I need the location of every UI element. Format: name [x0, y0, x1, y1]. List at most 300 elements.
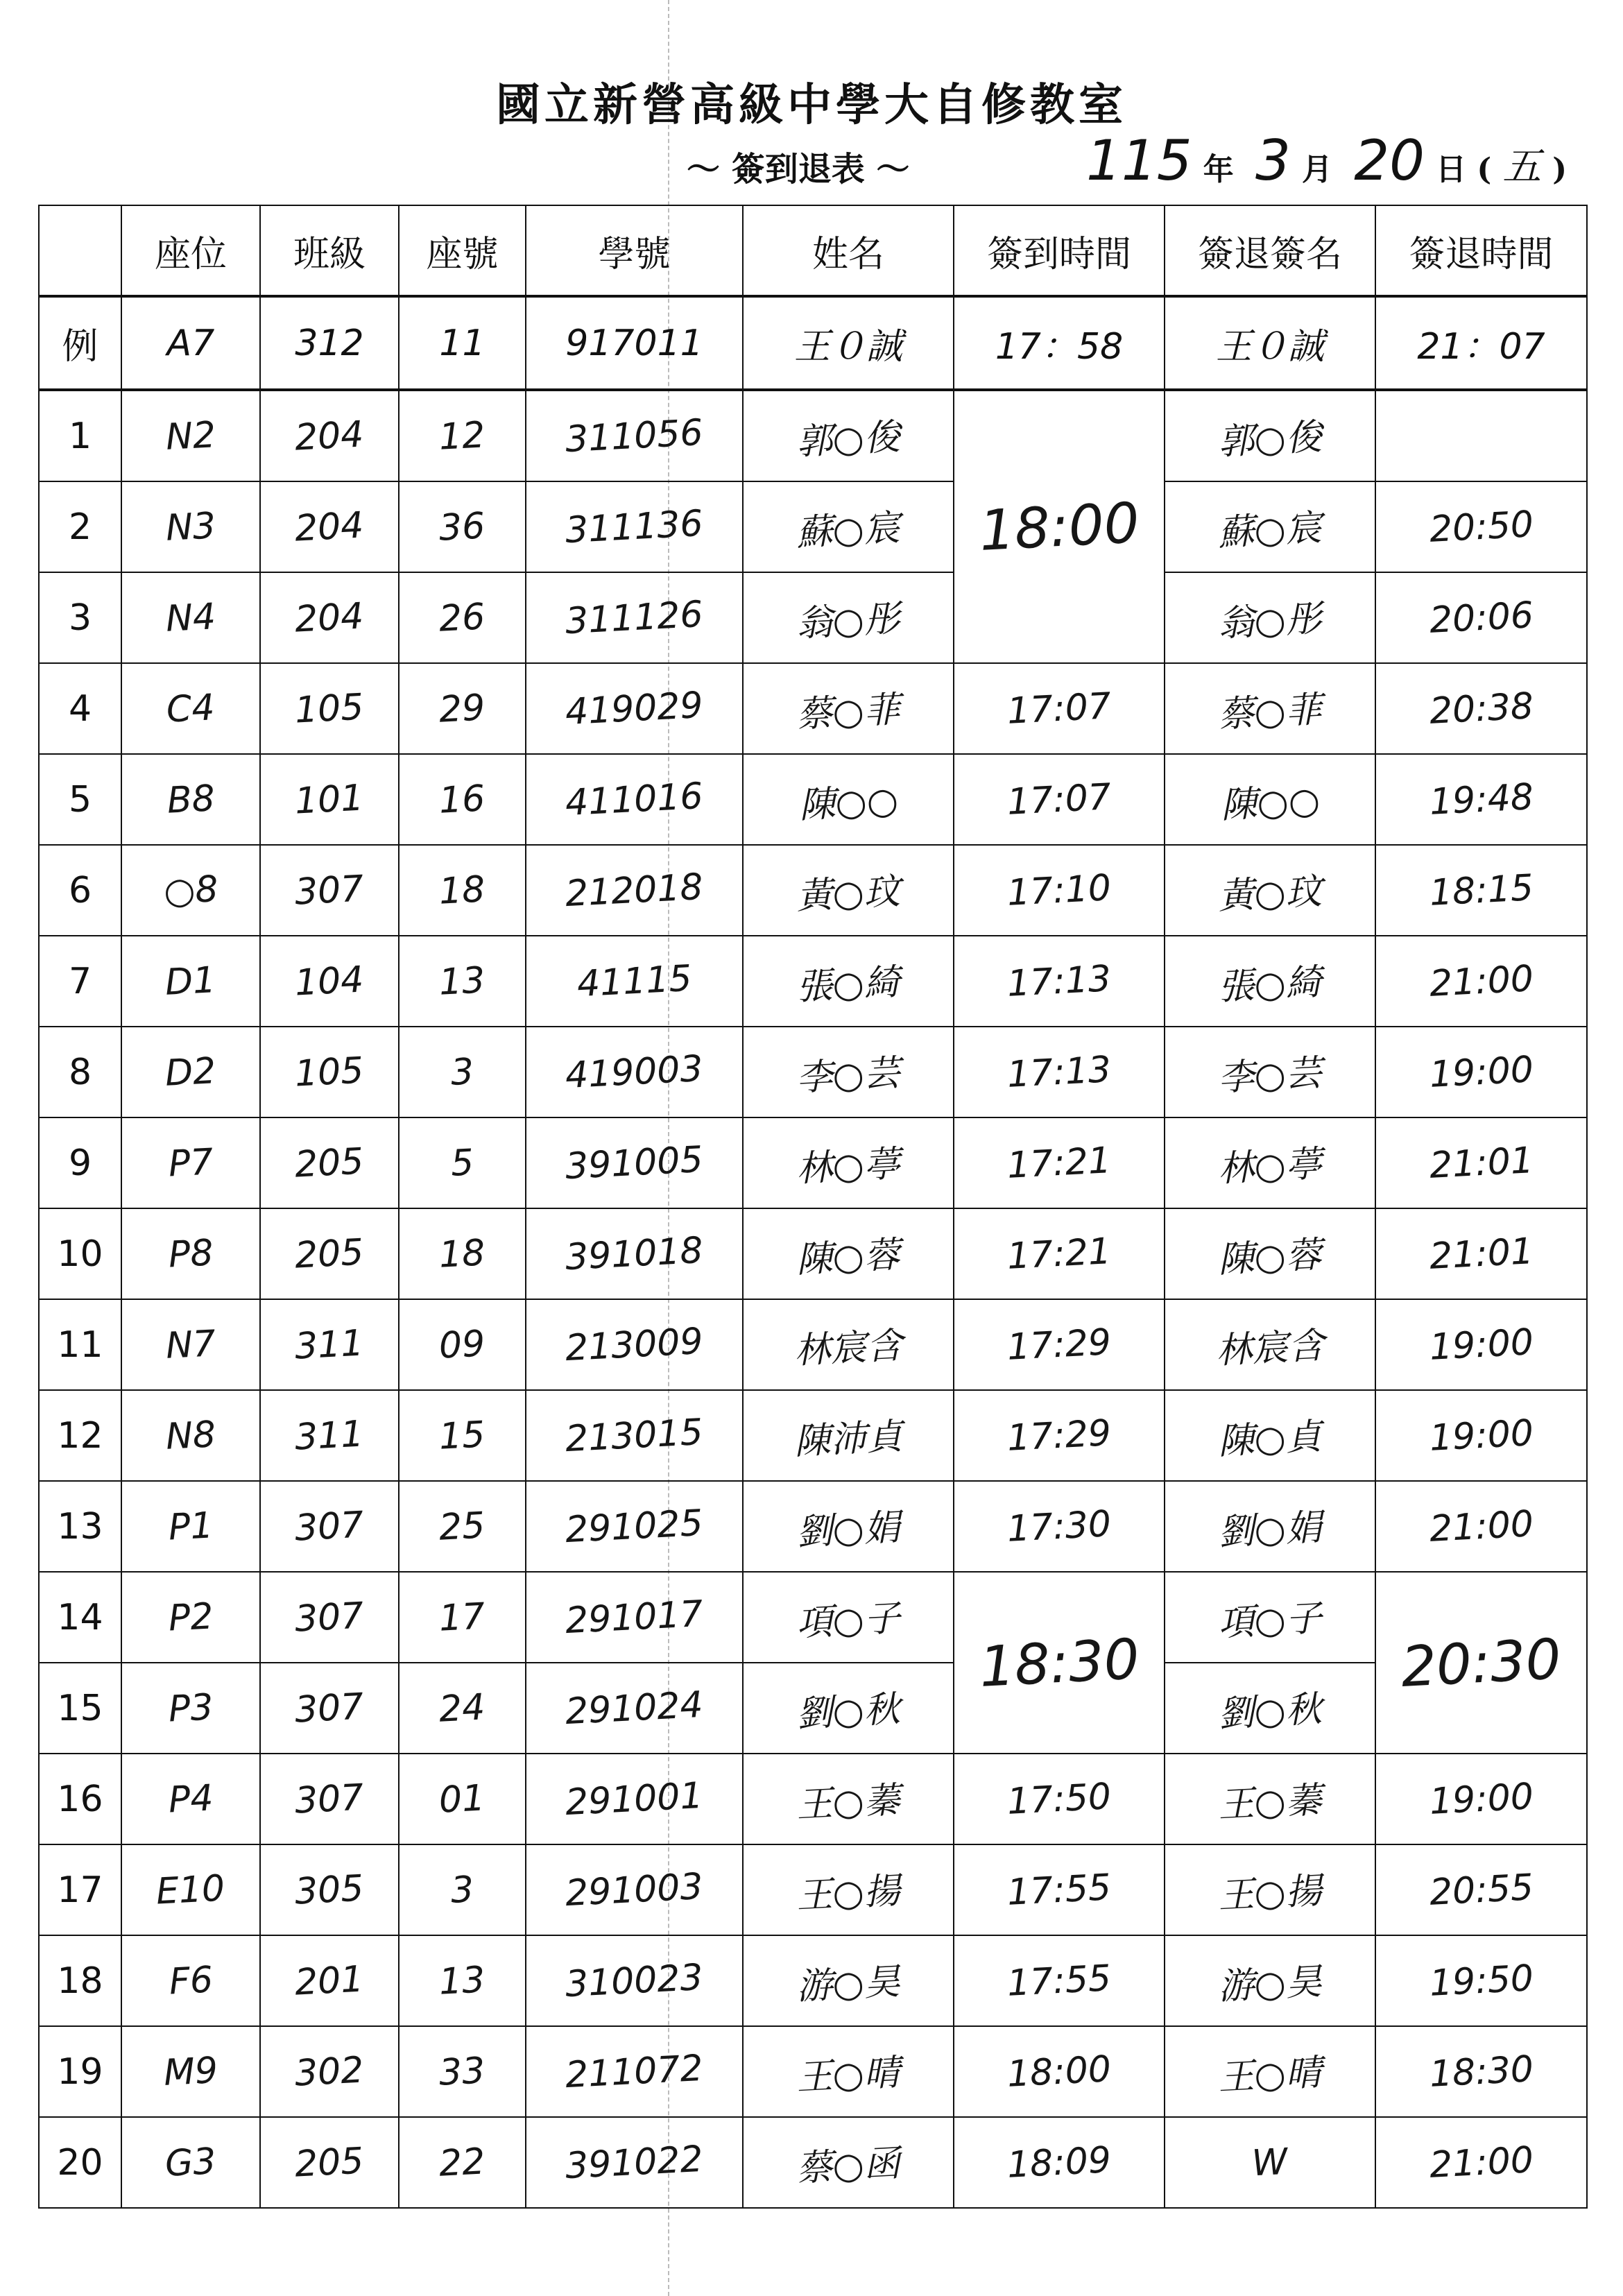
table-row [39, 572, 1587, 663]
table-row [39, 1208, 1587, 1299]
cell-seat [121, 1935, 260, 2026]
handwritten-seat-number: 26 [438, 595, 487, 640]
handwritten-check-out-time: 21:00 [1428, 957, 1534, 1005]
handwritten-class: 307 [293, 1503, 366, 1550]
cell-class [260, 1754, 399, 1844]
weekday-close: ) [1552, 152, 1568, 187]
cell-seat-number [399, 390, 526, 481]
handwritten-student-id: 411016 [564, 775, 705, 824]
cell-seat-number [399, 1572, 526, 1663]
cell-check-out-signature [1165, 572, 1375, 663]
cell-check-out-time [1375, 1299, 1587, 1390]
cell-check-out-signature [1165, 1208, 1375, 1299]
cell-class [260, 1935, 399, 2026]
handwritten-name: 林宸含 [793, 1324, 904, 1373]
cell-row-number: 16 [39, 1754, 121, 1844]
handwritten-check-out-time: 18:15 [1428, 866, 1534, 914]
cell-seat [121, 1299, 260, 1390]
cell-class [260, 2117, 399, 2208]
column-header-name: 姓名 [743, 205, 954, 296]
handwritten-check-out-signature: 劉○秋 [1217, 1688, 1323, 1736]
handwritten-check-out-time: 20:38 [1428, 685, 1534, 733]
cell-check-out-signature [1165, 1299, 1375, 1390]
handwritten-student-id: 211072 [564, 2047, 705, 2096]
cell-check-out-time [1375, 1390, 1587, 1481]
cell-class [260, 663, 399, 754]
handwritten-name: 游○昊 [796, 1961, 902, 2008]
cell-student-id [526, 1299, 743, 1390]
handwritten-check-out-signature: 郭○俊 [1217, 416, 1323, 463]
cell-name [743, 1481, 954, 1572]
cell-class [260, 754, 399, 845]
column-header-check-in-time: 簽到時間 [954, 205, 1165, 296]
header-row [39, 205, 1587, 296]
cell-seat [121, 2117, 260, 2208]
table-row [39, 1117, 1587, 1208]
handwritten-class: 204 [293, 413, 366, 459]
cell-check-out-time [1375, 1481, 1587, 1572]
table-row [39, 481, 1587, 572]
cell-check-out-time [1375, 663, 1587, 754]
cell-student-id [526, 1935, 743, 2026]
handwritten-check-out-time: 19:48 [1428, 776, 1534, 823]
cell-class [260, 1572, 399, 1663]
table-row [39, 1481, 1587, 1572]
handwritten-name: 蔡○函 [796, 2143, 902, 2190]
date-day: 20 [1354, 128, 1425, 193]
cell-class [260, 1390, 399, 1481]
cell-check-out-time [1375, 1117, 1587, 1208]
cell-check-in-time [954, 1844, 1165, 1935]
handwritten-seat: P2 [167, 1595, 214, 1640]
handwritten-seat: P4 [167, 1776, 214, 1822]
handwritten-check-in-time: 17:07 [1006, 776, 1113, 823]
handwritten-student-id: 311056 [564, 411, 705, 461]
cell-seat-number [399, 2117, 526, 2208]
handwritten-student-id: 291017 [564, 1593, 705, 1642]
handwritten-check-in-time: 18:09 [1006, 2139, 1113, 2186]
handwritten-student-id: 213015 [564, 1411, 705, 1460]
handwritten-check-out-signature: 游○昊 [1217, 1961, 1323, 2008]
cell-check-in-time [954, 390, 1165, 663]
cell-seat [121, 845, 260, 936]
cell-name [743, 2117, 954, 2208]
handwritten-name: 蔡○菲 [796, 689, 902, 736]
handwritten-name: 郭○俊 [796, 416, 902, 463]
column-header-seat-number: 座號 [399, 205, 526, 296]
cell-student-id [526, 572, 743, 663]
cell-check-out-time [1375, 1572, 1587, 1754]
handwritten-class: 101 [293, 776, 366, 823]
cell-check-out-time [1375, 390, 1587, 481]
cell-check-out-signature [1165, 663, 1375, 754]
handwritten-class: 204 [293, 594, 366, 641]
handwritten-student-id: 213009 [564, 1320, 705, 1369]
handwritten-check-in-time: 17:50 [1006, 1775, 1113, 1823]
handwritten-student-id: 391005 [564, 1138, 705, 1188]
cell-student-id [526, 663, 743, 754]
cell-check-in-time [954, 845, 1165, 936]
cell-seat-number [399, 1390, 526, 1481]
handwritten-seat-number: 18 [438, 1231, 487, 1276]
sign-in-table [38, 205, 1588, 2209]
handwritten-check-in-time: 17:13 [1006, 1048, 1113, 1096]
example-check-in-time: 17：58 [954, 296, 1165, 390]
handwritten-student-id: 391018 [564, 1229, 705, 1278]
handwritten-check-out-signature: 王○晴 [1217, 2052, 1323, 2099]
cell-check-out-signature [1165, 390, 1375, 481]
handwritten-name: 王○揚 [796, 1870, 902, 1917]
document-subtitle: ～ 簽到退表 ～ [687, 150, 910, 189]
cell-seat-number [399, 754, 526, 845]
handwritten-class: 205 [293, 2139, 366, 2186]
handwritten-check-in-time: 18:00 [977, 490, 1141, 563]
handwritten-class: 204 [293, 504, 366, 550]
cell-check-in-time [954, 1390, 1165, 1481]
handwritten-check-out-time: 18:30 [1428, 2048, 1534, 2096]
handwritten-check-out-time: 19:00 [1428, 1321, 1534, 1369]
handwritten-seat: P1 [167, 1504, 214, 1549]
handwritten-student-id: 310023 [564, 1956, 705, 2005]
cell-check-out-signature [1165, 845, 1375, 936]
cell-seat [121, 1208, 260, 1299]
handwritten-check-out-signature: 陳○貞 [1217, 1416, 1323, 1463]
cell-check-out-time [1375, 754, 1587, 845]
table-row [39, 2117, 1587, 2208]
handwritten-name: 陳沛貞 [793, 1415, 904, 1464]
cell-check-in-time [954, 936, 1165, 1027]
handwritten-check-out-time: 19:00 [1428, 1775, 1534, 1823]
cell-seat [121, 1663, 260, 1754]
handwritten-class: 307 [293, 1776, 366, 1822]
cell-row-number: 10 [39, 1208, 121, 1299]
handwritten-check-out-signature: 張○綺 [1217, 961, 1323, 1009]
cell-student-id [526, 2026, 743, 2117]
cell-class [260, 390, 399, 481]
handwritten-class: 307 [293, 1685, 366, 1731]
handwritten-check-out-signature: 黃○玟 [1217, 871, 1323, 918]
table-row [39, 1299, 1587, 1390]
cell-name [743, 1027, 954, 1117]
cell-check-out-time [1375, 1754, 1587, 1844]
cell-check-in-time [954, 1117, 1165, 1208]
cell-check-out-signature [1165, 1390, 1375, 1481]
cell-row-number: 4 [39, 663, 121, 754]
handwritten-seat-number: 09 [438, 1322, 487, 1367]
handwritten-seat-number: 24 [438, 1686, 487, 1731]
handwritten-check-out-time: 21:00 [1428, 1502, 1534, 1550]
cell-student-id [526, 1027, 743, 1117]
example-name: 王０誠 [743, 296, 954, 390]
handwritten-seat: M9 [162, 2049, 219, 2094]
example-class: 312 [260, 296, 399, 390]
cell-check-out-time [1375, 1027, 1587, 1117]
cell-seat-number [399, 845, 526, 936]
handwritten-seat: P7 [167, 1140, 214, 1185]
handwritten-student-id: 419029 [564, 684, 705, 733]
cell-name [743, 572, 954, 663]
cell-seat [121, 1844, 260, 1935]
cell-check-out-signature [1165, 1117, 1375, 1208]
cell-seat-number [399, 663, 526, 754]
handwritten-name: 陳○蓉 [796, 1234, 902, 1281]
handwritten-check-out-time: 20:55 [1428, 1866, 1534, 1914]
cell-class [260, 1481, 399, 1572]
handwritten-class: 311 [293, 1412, 366, 1459]
cell-seat-number [399, 2026, 526, 2117]
handwritten-check-in-time: 17:29 [1006, 1412, 1113, 1459]
handwritten-seat-number: 18 [438, 868, 487, 913]
cell-student-id [526, 845, 743, 936]
handwritten-check-in-time: 17:55 [1006, 1957, 1113, 2005]
handwritten-check-out-signature: 蘇○宸 [1217, 507, 1323, 554]
cell-student-id [526, 1481, 743, 1572]
cell-student-id [526, 390, 743, 481]
cell-class [260, 1663, 399, 1754]
handwritten-class: 302 [293, 2048, 366, 2095]
cell-student-id [526, 2117, 743, 2208]
table-row [39, 390, 1587, 481]
cell-row-number: 12 [39, 1390, 121, 1481]
handwritten-check-out-signature: 陳○蓉 [1217, 1234, 1323, 1281]
table-row [39, 1572, 1587, 1663]
date-month: 3 [1255, 128, 1291, 193]
cell-student-id [526, 754, 743, 845]
handwritten-class: 311 [293, 1321, 366, 1368]
handwritten-name: 王○晴 [796, 2052, 902, 2099]
cell-check-out-signature [1165, 2026, 1375, 2117]
handwritten-check-in-time: 17:21 [1006, 1230, 1113, 1278]
cell-seat [121, 936, 260, 1027]
cell-seat-number [399, 1754, 526, 1844]
handwritten-class: 104 [293, 958, 366, 1004]
handwritten-student-id: 41115 [576, 957, 693, 1005]
cell-check-in-time [954, 1754, 1165, 1844]
handwritten-seat-number: 17 [438, 1595, 487, 1640]
cell-seat-number [399, 1208, 526, 1299]
handwritten-student-id: 291001 [564, 1774, 705, 1824]
table-row [39, 1844, 1587, 1935]
handwritten-seat-number: 3 [449, 1868, 475, 1912]
column-header-check-out-time: 簽退時間 [1375, 205, 1587, 296]
handwritten-student-id: 291003 [564, 1865, 705, 1914]
handwritten-check-out-time: 21:01 [1428, 1230, 1534, 1278]
table-row [39, 2026, 1587, 2117]
handwritten-seat: N2 [164, 413, 217, 459]
column-header-class: 班級 [260, 205, 399, 296]
handwritten-name: 林○葶 [796, 1143, 902, 1190]
handwritten-seat: F6 [167, 1958, 214, 2003]
cell-seat [121, 663, 260, 754]
cell-seat-number [399, 1027, 526, 1117]
cell-seat [121, 1572, 260, 1663]
cell-row-number: 18 [39, 1935, 121, 2026]
cell-check-out-time [1375, 936, 1587, 1027]
handwritten-name: 翁○彤 [796, 598, 902, 645]
document-title: 國立新營高級中學大自修教室 [496, 79, 1127, 131]
cell-name [743, 845, 954, 936]
handwritten-check-out-signature: W [1251, 2141, 1289, 2184]
handwritten-seat-number: 12 [438, 413, 487, 459]
handwritten-student-id: 311126 [564, 593, 705, 642]
handwritten-check-in-time: 18:00 [1006, 2048, 1113, 2096]
handwritten-class: 307 [293, 867, 366, 914]
cell-class [260, 845, 399, 936]
handwritten-name: 陳○○ [798, 780, 900, 827]
handwritten-seat-number: 16 [438, 777, 487, 822]
cell-name [743, 390, 954, 481]
table-row [39, 1027, 1587, 1117]
cell-name [743, 1299, 954, 1390]
example-seat-number: 11 [399, 296, 526, 390]
table-row [39, 936, 1587, 1027]
handwritten-seat-number: 13 [438, 1958, 487, 2003]
handwritten-seat: E10 [155, 1867, 227, 1913]
column-header-seat: 座位 [121, 205, 260, 296]
handwritten-name: 項○子 [796, 1597, 902, 1645]
table-row [39, 1390, 1587, 1481]
cell-seat [121, 1481, 260, 1572]
handwritten-check-out-signature: 李○芸 [1217, 1052, 1323, 1099]
handwritten-check-in-time: 17:55 [1006, 1866, 1113, 1914]
table-row [39, 1754, 1587, 1844]
handwritten-seat: B8 [166, 777, 216, 822]
handwritten-seat: N7 [164, 1322, 217, 1367]
handwritten-class: 205 [293, 1231, 366, 1277]
handwritten-seat-number: 15 [438, 1413, 487, 1458]
cell-student-id [526, 1663, 743, 1754]
cell-seat [121, 1754, 260, 1844]
handwritten-seat: P3 [167, 1686, 214, 1731]
cell-class [260, 572, 399, 663]
cell-check-out-signature [1165, 754, 1375, 845]
cell-check-out-time [1375, 2117, 1587, 2208]
handwritten-seat: C4 [165, 686, 216, 731]
cell-row-number: 17 [39, 1844, 121, 1935]
handwritten-name: 蘇○宸 [796, 507, 902, 554]
column-header-check-out-signature: 簽退簽名 [1165, 205, 1375, 296]
cell-check-out-time [1375, 1844, 1587, 1935]
cell-student-id [526, 936, 743, 1027]
handwritten-check-out-time: 21:00 [1428, 2139, 1534, 2186]
cell-student-id [526, 481, 743, 572]
cell-row-number: 2 [39, 481, 121, 572]
cell-row-number: 7 [39, 936, 121, 1027]
cell-student-id [526, 1208, 743, 1299]
handwritten-seat-number: 22 [438, 2140, 487, 2185]
table-row [39, 1935, 1587, 2026]
cell-row-number: 9 [39, 1117, 121, 1208]
weekday-open: ( [1477, 152, 1492, 187]
cell-check-in-time [954, 2026, 1165, 2117]
cell-seat-number [399, 1663, 526, 1754]
handwritten-student-id: 311136 [564, 502, 705, 551]
cell-check-in-time [954, 1208, 1165, 1299]
cell-check-out-time [1375, 572, 1587, 663]
month-label: 月 [1301, 152, 1332, 187]
cell-student-id [526, 1844, 743, 1935]
cell-class [260, 1117, 399, 1208]
cell-seat-number [399, 572, 526, 663]
cell-class [260, 2026, 399, 2117]
cell-check-out-signature [1165, 1027, 1375, 1117]
cell-row-number: 6 [39, 845, 121, 936]
cell-check-out-signature [1165, 1754, 1375, 1844]
handwritten-seat: N8 [164, 1413, 217, 1458]
cell-student-id [526, 1390, 743, 1481]
cell-name [743, 1844, 954, 1935]
handwritten-student-id: 212018 [564, 866, 705, 915]
cell-name [743, 936, 954, 1027]
cell-check-out-signature [1165, 1481, 1375, 1572]
handwritten-seat: N4 [164, 595, 217, 640]
handwritten-seat: ○8 [162, 868, 219, 913]
handwritten-name: 劉○秋 [796, 1688, 902, 1736]
cell-check-out-time [1375, 2026, 1587, 2117]
cell-name [743, 1754, 954, 1844]
cell-check-out-time [1375, 1935, 1587, 2026]
cell-check-in-time [954, 1299, 1165, 1390]
handwritten-check-out-time: 20:06 [1428, 594, 1534, 642]
cell-name [743, 754, 954, 845]
handwritten-seat: P8 [167, 1231, 214, 1276]
handwritten-check-out-signature: 林宸含 [1214, 1324, 1325, 1373]
cell-student-id [526, 1754, 743, 1844]
cell-name [743, 1208, 954, 1299]
example-check-out-signature: 王０誠 [1165, 296, 1375, 390]
column-header-row-number [39, 205, 121, 296]
column-header-student-id: 學號 [526, 205, 743, 296]
handwritten-check-in-time: 17:29 [1006, 1321, 1113, 1369]
handwritten-name: 張○綺 [796, 961, 902, 1009]
cell-row-number: 5 [39, 754, 121, 845]
handwritten-student-id: 419003 [564, 1047, 705, 1097]
handwritten-class: 307 [293, 1594, 366, 1640]
handwritten-student-id: 291025 [564, 1502, 705, 1551]
handwritten-seat: D2 [164, 1050, 218, 1095]
handwritten-seat-number: 5 [449, 1141, 475, 1185]
cell-row-number: 1 [39, 390, 121, 481]
handwritten-check-in-time: 17:30 [1006, 1502, 1113, 1550]
cell-check-in-time [954, 1572, 1165, 1754]
year-label: 年 [1203, 152, 1234, 187]
handwritten-check-in-time: 17:10 [1006, 866, 1113, 914]
cell-seat-number [399, 1117, 526, 1208]
cell-class [260, 1208, 399, 1299]
handwritten-class: 201 [293, 1957, 366, 2004]
example-row-number: 例 [39, 296, 121, 390]
date-line [1075, 128, 1567, 193]
cell-check-out-time [1375, 845, 1587, 936]
table-row [39, 845, 1587, 936]
cell-check-in-time [954, 2117, 1165, 2208]
cell-check-in-time [954, 1027, 1165, 1117]
cell-seat [121, 572, 260, 663]
handwritten-check-out-signature: 劉○娟 [1217, 1507, 1323, 1554]
handwritten-check-in-time: 17:13 [1006, 957, 1113, 1005]
cell-row-number: 14 [39, 1572, 121, 1663]
cell-student-id [526, 1572, 743, 1663]
cell-seat [121, 481, 260, 572]
handwritten-seat: G3 [164, 2140, 218, 2185]
table-row [39, 663, 1587, 754]
handwritten-student-id: 391022 [564, 2138, 705, 2187]
cell-seat-number [399, 1844, 526, 1935]
cell-seat [121, 390, 260, 481]
cell-class [260, 481, 399, 572]
cell-row-number: 15 [39, 1663, 121, 1754]
cell-check-in-time [954, 1481, 1165, 1572]
